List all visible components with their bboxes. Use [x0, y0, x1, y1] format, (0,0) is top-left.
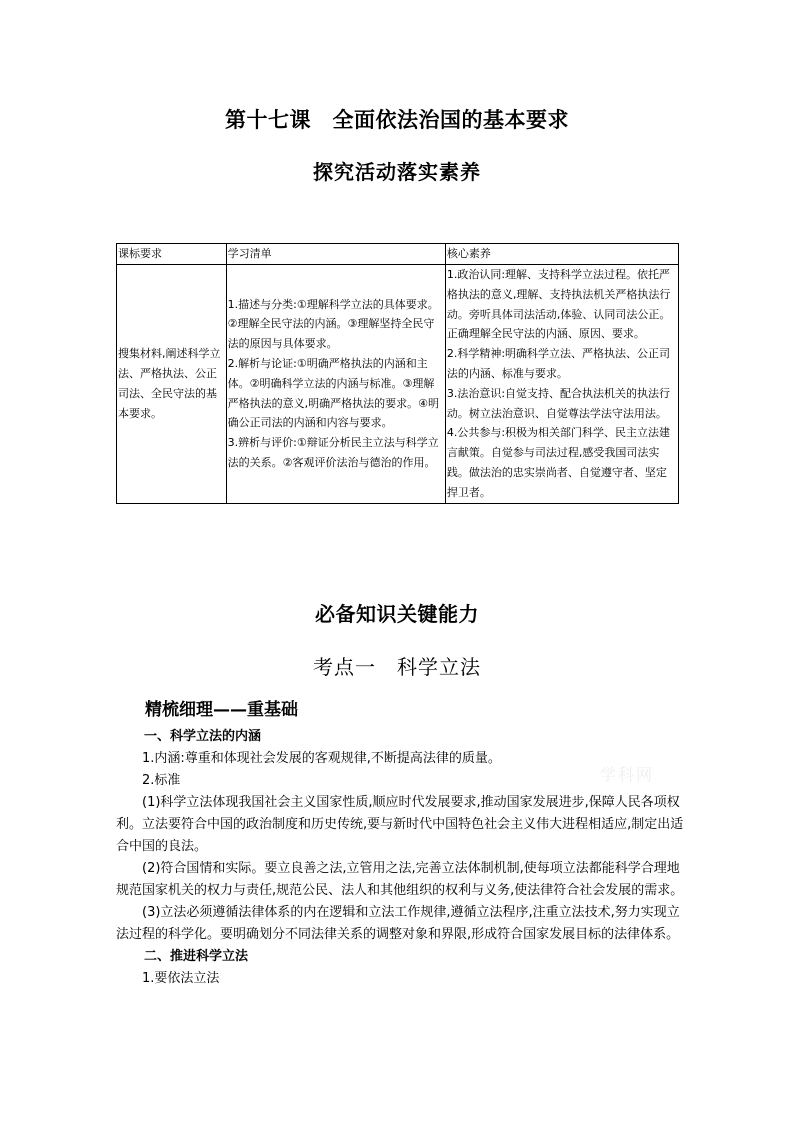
heading-connotation: 一、科学立法的内涵: [144, 729, 262, 744]
lesson-title: 第十七课 全面依法治国的基本要求: [225, 108, 569, 132]
core-literacy-cell: [445, 265, 678, 504]
core-literacy-text: 1.政治认同:理解、支持科学立法过程。依托严格执法的意义,理解、支持执法机关严格执法行动。旁听具体司法活动,体验、认同司法公正。正确理解全民守法的内涵、原因、要求。 2.科学精神:明确科学立法、严格执法、公正司法的内涵、标准与要求。 3.法治意识:自觉支持、配合执法机关的执法行动。树立法治意识、自觉尊法学法守法用法。 4.公共参与:积极为相关部门科学、民主立法建言献策。自觉参与司法过程,感受我国司法实践。做法治的忠实崇尚者、自觉遵守者、坚定捍卫者。: [446, 268, 671, 499]
watermark: 学科网: [600, 765, 655, 784]
subsection-title: 精梳细理——重基础: [145, 700, 298, 720]
paragraph-standard-2: (2)符合国情和实际。要立良善之法,立管用之法,完善立法体制机制,使每项立法都能科学合理地规范国家机关的权力与责任,规范公民、法人和其他组织的权利与义务,使法律符合社会发展的需求。: [116, 861, 684, 898]
section-title: 必备知识关键能力: [315, 602, 479, 626]
item-standard: 2.标准: [142, 773, 181, 788]
header-study-list: 学习清单: [226, 244, 445, 265]
course-requirement-cell: [117, 265, 227, 504]
header-course-requirement: 课标要求: [117, 244, 227, 265]
paragraph-standard-1: (1)科学立法体现我国社会主义国家性质,顺应时代发展要求,推动国家发展进步,保障人民各项权利。立法要符合中国的政治制度和历史传统,要与新时代中国特色社会主义伟大进程相适应,制定出适合中国的良法。: [116, 795, 684, 854]
point-title: 考点一 科学立法: [313, 655, 481, 679]
study-list-cell: [226, 265, 445, 504]
table-header-row: [117, 244, 679, 265]
paragraph-standard-3: (3)立法必须遵循法律体系的内在逻辑和立法工作规律,遵循立法程序,注重立法技术,努力实现立法过程的科学化。要明确划分不同法律关系的调整对象和界限,形成符合国家发展目标的法律体系。: [116, 905, 680, 942]
header-core-literacy: 核心素养: [445, 244, 678, 265]
course-requirement-text: 搜集材料,阐述科学立法、严格执法、公正司法、全民守法的基本要求。: [118, 347, 221, 420]
page-subtitle: 探究活动落实素养: [313, 160, 481, 184]
body-content: [116, 726, 686, 990]
item-connotation: 1.内涵:尊重和体现社会发展的客观规律,不断提高法律的质量。: [142, 751, 501, 766]
item-lawful-legislation: 1.要依法立法: [142, 971, 220, 986]
standards-table: [116, 243, 679, 504]
heading-promote: 二、推进科学立法: [144, 949, 249, 964]
table-row: [117, 265, 679, 504]
study-list-text: 1.描述与分类:①理解科学立法的具体要求。②理解全民守法的内涵。③理解坚持全民守法的原因与具体要求。 2.解析与论证:①明确严格执法的内涵和主体。②明确科学立法的内涵与标准。③理解严格执法的意义,明确严格执法的要求。④明确公正司法的内涵和内容与要求。 3.辨析与评价:①辩证分析民主立法与科学立法的关系。②客观评价法治与德治的作用。: [227, 297, 439, 470]
